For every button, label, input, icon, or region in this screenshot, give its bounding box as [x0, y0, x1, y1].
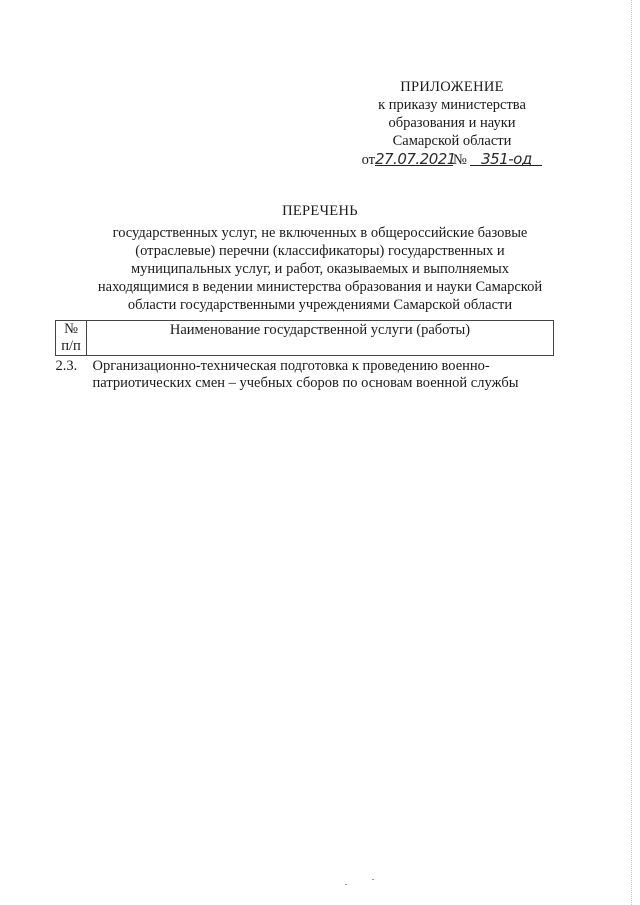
table-header-row: [56, 321, 554, 356]
services-table: [55, 320, 554, 392]
header-name-cell: Наименование государственной услуги (работы): [87, 321, 554, 356]
order-number-field: [470, 150, 542, 166]
from-label: от: [361, 152, 375, 168]
scan-speck: [345, 884, 347, 885]
heading-line-4: находящимися в ведении министерства образования и науки Самарской: [97, 279, 543, 295]
row-name-line-2: патриотических смен – учебных сборов по основам военной службы: [92, 375, 519, 391]
heading-line-5: области государственными учреждениями Самарской области: [127, 297, 513, 313]
appendix-line-2: образования и науки: [388, 115, 516, 131]
appendix-block: [352, 78, 552, 169]
table-row: [56, 356, 554, 393]
row-name-cell: [87, 356, 554, 393]
appendix-line-3: Самарской области: [392, 133, 512, 149]
row-number: 2.3.: [55, 358, 78, 374]
heading-line-1: государственных услуг, не включенных в общероссийские базовые: [112, 225, 528, 241]
order-date-field: [374, 150, 456, 168]
appendix-title: ПРИЛОЖЕНИЕ: [400, 79, 504, 95]
order-number-handwritten: 351-од: [481, 150, 532, 168]
row-name-line-1: Организационно-техническая подготовка к проведению военно-: [92, 358, 490, 374]
heading-line-3: муниципальных услуг, и работ, оказываемых и выполняемых: [130, 261, 510, 277]
heading-title: ПЕРЕЧЕНЬ: [282, 203, 358, 219]
scan-edge-artifact: [630, 0, 632, 905]
scan-speck: [372, 879, 374, 880]
appendix-line-1: к приказу министерства: [378, 97, 526, 113]
header-number-cell: [56, 321, 87, 356]
list-heading: [40, 202, 600, 314]
header-number-symbol: №: [64, 321, 78, 337]
order-date-number-line: [352, 150, 552, 169]
heading-line-2: (отраслевые) перечни (классификаторы) государственных и: [135, 243, 505, 259]
order-date-handwritten: 27.07.2021: [374, 150, 456, 168]
number-label: №: [452, 152, 467, 168]
header-number-abbrev: п/п: [61, 338, 81, 354]
